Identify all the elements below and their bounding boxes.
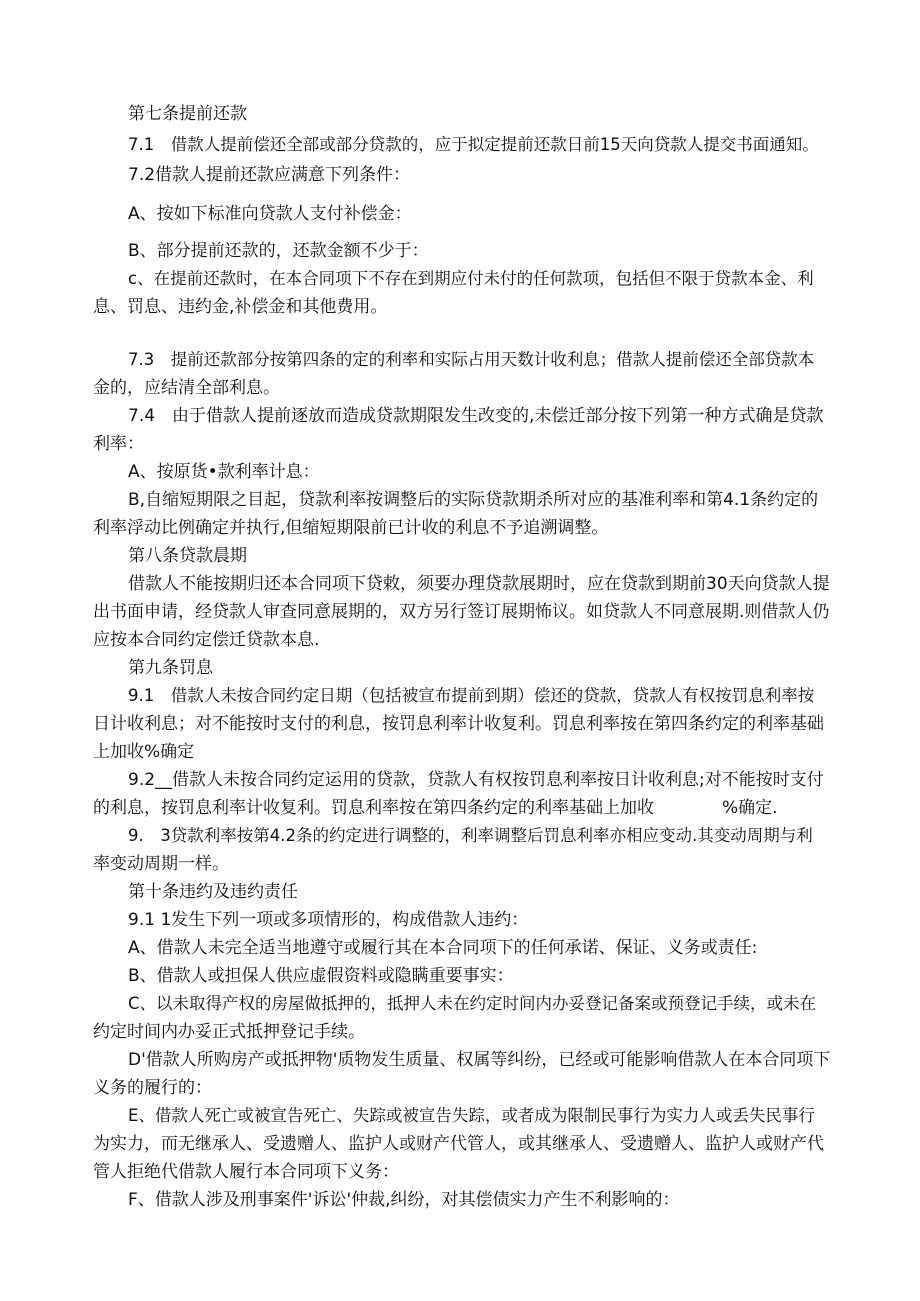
clause-7-2-c: c、在提前还款时，在本合同项下不存在到期应付未付的任何款项，包括但不限于贷款本金、利 [128, 269, 814, 288]
section-7-heading: 第七条提前还款 [128, 104, 247, 124]
clause-10-1: 9.1 1发生下列一项或多项情形的，构成借款人违约： [128, 910, 529, 930]
clause-10-1-f: F、借款人涉及刑事案件'诉讼'仲裁,纠纷，对其偿债实力产生不利影响的： [128, 1190, 680, 1210]
clause-7-1: 7.1 借款人提前偿还全部或部分贷款的，应于拟定提前还款日前15天向贷款人提交书面通知。 [128, 135, 819, 154]
clause-10-1-b: B、借款人或担保人供应虚假资料或隐瞒重要事实： [128, 966, 514, 986]
clause-7-4: 7.4 由于借款人提前逐放而造成贷款期限发生改变的,未偿迁部分按下列第一种方式确是贷款 [128, 406, 824, 426]
clause-7-4-cont: 利率： [93, 434, 144, 454]
clause-7-4-b-cont: 利率浮动比例确定并执行,但缩短期限前已计收的利息不予追溯调整。 [93, 518, 609, 538]
section-10-heading: 第十条违约及违约责任 [128, 882, 298, 902]
clause-7-2: 7.2借款人提前还款应满意下列条件： [128, 165, 411, 185]
clause-9-2: 9.2__借款人未按合同约定运用的贷款，贷款人有权按罚息利率按日计收利息;对不能按时支付 [128, 770, 824, 790]
clause-10-1-e: E、借款人死亡或被宣告死亡、失踪或被宣告失踪，或者成为限制民事行为实力人或丢失民事行 [128, 1106, 815, 1125]
clause-9-1: 9.1 借款人未按合同约定日期（包括被宣布提前到期）偿还的贷款，贷款人有权按罚息利率按 [128, 686, 815, 705]
clause-10-1-e-cont-2: 管人拒绝代借款人履行本合同项下义务： [93, 1162, 399, 1182]
clause-10-1-d: D'借款人所购房产或抵押物'质物发生质量、权属等纠纷，已经或可能影响借款人在本合同项下 [128, 1050, 831, 1070]
section-8-para: 借款人不能按期归还本合同项下贷敕，须要办理贷款展期时，应在贷款到期前30天向贷款人提 [128, 574, 830, 594]
clause-7-4-b: B,自缩短期限之目起，贷款利率按调整后的实际贷款期杀所对应的基准利率和第4.1条约定的 [128, 490, 819, 510]
clause-7-4-a: A、按原货•款利率计息： [128, 462, 320, 482]
section-9-heading: 第九条罚息 [128, 658, 213, 678]
clause-9-3-cont: 率变动周期一样。 [93, 854, 229, 874]
clause-7-3: 7.3 提前还款部分按第四条的定的利率和实际占用天数计收利息；借款人提前偿还全部贷款本 [128, 350, 815, 369]
clause-10-1-c: C、以未取得产权的房屋做抵押的，抵押人未在约定时间内办妥登记备案或预登记手续，或未在 [128, 994, 817, 1013]
clause-9-2-cont [93, 797, 778, 819]
section-8-para-cont-2: 应按本合同约定偿迁贷款本息. [93, 630, 320, 650]
clause-9-1-cont-2: 上加收%确定 [93, 742, 195, 762]
clause-10-1-c-cont: 约定时间内办妥正式抵押登记手续。 [93, 1022, 365, 1042]
section-8-heading: 第八条贷款晨期 [128, 546, 247, 566]
clause-9-1-cont-1: 日计收利息；对不能按时支付的利息，按罚息利率计收复利。罚息利率按在第四条约定的利率基础 [93, 714, 824, 734]
section-8-para-cont-1: 出书面申请，经贷款人审查同意展期的，双方另行签订展期怖议。如贷款人不同意展期.则借款人仍 [93, 602, 830, 622]
clause-9-3: 9. 3贷款利率按第4.2条的约定进行调整的，利率调整后罚息利率亦相应变动.其变动周期与利 [128, 826, 813, 845]
clause-7-2-c-cont: 息、罚息、违约金,补偿金和其他费用。 [93, 297, 388, 317]
clause-7-3-cont: 金的，应结清全部利息。 [93, 378, 280, 398]
clause-10-1-d-cont: 义务的履行的： [93, 1078, 212, 1098]
clause-10-1-e-cont-1: 为实力，而无继承人、受遗赠人、监护人或财产代管人，或其继承人、受遗赠人、监护人或财产代 [93, 1134, 824, 1154]
clause-9-2-cont-suffix: %确定. [722, 798, 778, 818]
clause-9-2-cont-text: 的利息，按罚息利率计收复利。罚息利率按在第四条约定的利率基础上加收 [93, 798, 654, 818]
clause-10-1-a: A、借款人未完全适当地遵守或履行其在本合同项下的任何承诺、保证、义务或责任: [128, 938, 758, 958]
clause-7-2-b: B、部分提前还款的，还款金额不少于： [128, 241, 429, 261]
clause-7-2-a: A、按如下标准向贷款人支付补偿金： [128, 204, 412, 224]
